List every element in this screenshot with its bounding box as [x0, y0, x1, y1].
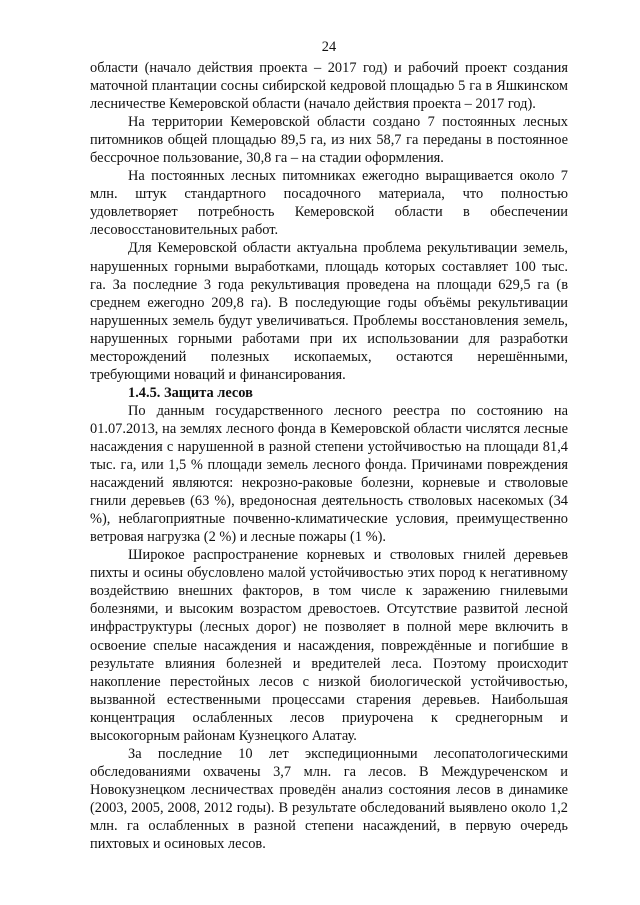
- paragraph-forest-register: По данным государственного лесного реестра по состоянию на 01.07.2013, на землях лесного фонда в Кемеровской области числятся лесные насаждения с нарушенной в разной степени устойчивостью на площади 81,4 тыс. га, или 1,5 % площади земель лесного фонда. Причинами повреждения насаждений являются: некрозно-раковые болезни, корневые и стволовые гнили деревьев (63 %), вредоносная деятельность стволовых насекомых (34 %), неблагоприятные почвенно-климатические условия, преимущественно ветровая нагрузка (2 %) и лесные пожары (1 %).: [90, 402, 568, 546]
- paragraph-surveys: За последние 10 лет экспедиционными лесопатологическими обследованиями охвачены 3,7 млн. га лесов. В Междуреченском и Новокузнецком лесничествах проведён анализ состояния лесов в динамике (2003, 2005, 2008, 2012 годы). В результате обследований выявлено около 1,2 млн. га ослабленных в разной степени насаждений, в первую очередь пихтовых и осиновых лесов.: [90, 745, 568, 853]
- paragraph-planting-material: На постоянных лесных питомниках ежегодно выращивается около 7 млн. штук стандартного посадочного материала, что полностью удовлетворяет потребность Кемеровской области в обеспечении лесовосстановительных работ.: [90, 168, 568, 239]
- paragraph-continuation: области (начало действия проекта – 2017 год) и рабочий проект создания маточной плантации сосны сибирской кедровой площадью 5 га в Яшкинском лесничестве Кемеровской области (начало действия проекта – 2017 год).: [90, 60, 568, 113]
- page-number: 24: [321, 39, 337, 55]
- section-heading: 1.4.5. Защита лесов: [128, 384, 253, 401]
- paragraph-rot-spread: Широкое распространение корневых и стволовых гнилей деревьев пихты и осины обусловлено малой устойчивостью этих пород к негативному воздействию внешних факторов, в том числе к заражению гнилевыми болезнями, и высоким возрастом древостоев. Отсутствие развитой лесной инфраструктуры (лесных дорог) не позволяет в полной мере включить в освоение спелые насаждения и насаждения, повреждённые и погибшие в результате влияния болезней и вредителей леса. Поэтому происходит накопление перестойных лесов с низкой биологической устойчивостью, вызванной естественными процессами старения деревьев. Наибольшая концентрация ослабленных лесов приурочена к среднегорным и высокогорным районам Кузнецкого Алатау.: [90, 547, 568, 744]
- paragraph-recultivation: Для Кемеровской области актуальна проблема рекультивации земель, нарушенных горными выработками, площадь которых составляет 100 тыс. га. За последние 3 года рекультивация проведена на площади 629,5 га (в среднем ежегодно 209,8 га). В последующие годы объёмы рекультивации нарушенных земель будут увеличиваться. Проблемы восстановления земель, нарушенных горными работами при их использовании для разработки месторождений полезных ископаемых, остаются нерешёнными, требующими новаций и финансирования.: [90, 240, 568, 383]
- paragraph-nurseries: На территории Кемеровской области создано 7 постоянных лесных питомников общей площадью 89,5 га, из них 58,7 га переданы в постоянное бессрочное пользование, 30,8 га – на стадии оформления.: [90, 114, 568, 167]
